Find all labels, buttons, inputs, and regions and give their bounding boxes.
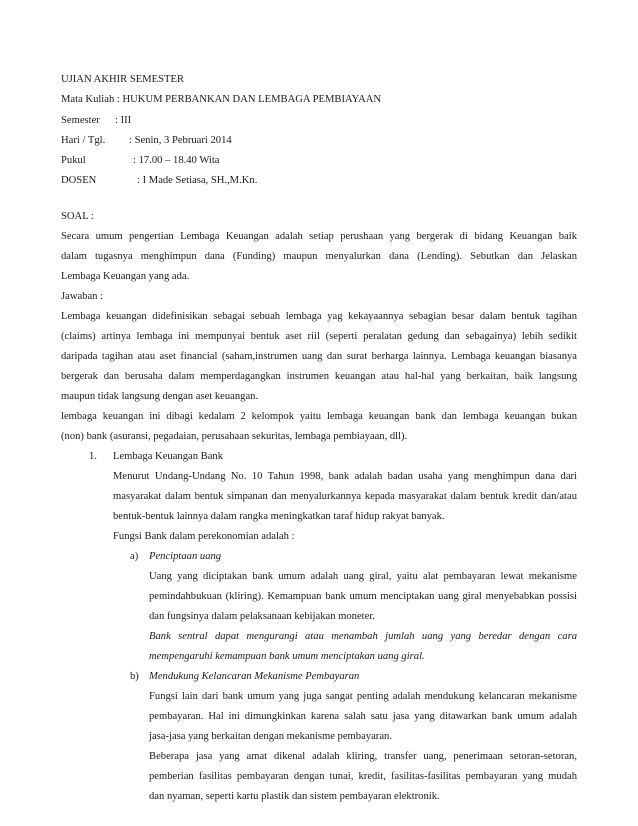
sub-b-label: b) [130, 671, 139, 682]
item1-line: Menurut Undang-Undang No. 10 Tahun 1998, bank adalah badan usaha yang menghimpun dana dari [113, 471, 577, 482]
sub-b-line: Beberapa jasa yang amat dikenal adalah kliring, transfer uang, penerimaan setoran-setoran, [149, 751, 577, 762]
item1-number: 1. [89, 451, 97, 462]
question-line: dalam tugasnya menghimpun dana (Funding) maupun menyalurkan dana (Lending). Sebutkan dan Jelaskan [61, 251, 577, 262]
sub-a-line: pemindahbukuan (kliring). Kemampuan bank umum menciptakan uang giral menyebabkan possisi [149, 591, 577, 602]
time-label: Pukul [61, 155, 86, 166]
time-value: : 17.00 – 18.40 Wita [133, 155, 220, 166]
item1-line: masyarakat dalam bentuk simpanan dan menyalurkannya kepada masyarakat dalam bentuk kredit dan/atau [113, 491, 577, 502]
answer-para1-line: (claims) artinya lembaga ini mempunyai bentuk aset riil (seperti peralatan gedung dan sebagainya) lebih sedikit [61, 331, 577, 342]
question-line: Lembaga Keuangan yang ada. [61, 271, 190, 282]
semester-label: Semester [61, 115, 100, 126]
sub-a-label: a) [130, 551, 139, 562]
answer-para2-line: lembaga keuangan ini dibagi kedalam 2 kelompok yaitu lembaga keuangan bank dan lembaga keuangan bukan [61, 411, 577, 422]
exam-title: UJIAN AKHIR SEMESTER [61, 74, 185, 85]
sub-a-line: Uang yang diciptakan bank umum adalah uang giral, yaitu alat pembayaran lewat mekanisme [149, 571, 577, 582]
lecturer-label: DOSEN [61, 175, 97, 186]
sub-a-italic-line: mempengaruhi kemampuan bank umum menciptakan uang giral. [149, 651, 425, 662]
sub-b-line: pembayaran. Hal ini dimungkinkan karena salah satu jasa yang ditawarkan bank umum adalah [149, 711, 577, 722]
sub-b-line: jasa-jasa yang berkaitan dengan mekanisme pembayaran. [149, 731, 392, 742]
semester-value: : III [115, 115, 132, 126]
date-value: : Senin, 3 Pebruari 2014 [129, 135, 232, 146]
sub-b-line: pemberian fasilitas pembayaran dengan tunai, kredit, fasilitas-fasilitas pembayaran yang mudah [149, 771, 577, 782]
course-line: Mata Kuliah : HUKUM PERBANKAN DAN LEMBAGA PEMBIAYAAN [61, 94, 382, 105]
answer-para1-line: Lembaga keuangan didefinisikan sebagai sebuah lembaga yag kekayaannya sebagian besar dalam bentuk tagihan [61, 311, 577, 322]
sub-a-italic-line: Bank sentral dapat mengurangi atau menambah jumlah uang yang beredar dengan cara [149, 631, 577, 642]
answer-para1-line: bergerak dan berusaha dalam memperdagangkan instrumen keuangan atau hal-hal yang berkaitan, baik langsung [61, 371, 577, 382]
item1-title: Lembaga Keuangan Bank [113, 451, 224, 462]
sub-b-title: Mendukung Kelancaran Mekanisme Pembayaran [149, 671, 360, 682]
date-label: Hari / Tgl. [61, 135, 106, 146]
sub-a-title: Penciptaan uang [149, 551, 222, 562]
answer-para1-line: maupun tidak langsung dengan aset keuangan. [61, 391, 259, 402]
item1-line: bentuk-bentuk lainnya dalam rangka meningkatkan taraf hidup rakyat banyak. [113, 511, 445, 522]
lecturer-value: : I Made Setiasa, SH.,M.Kn. [137, 175, 258, 186]
functions-heading: Fungsi Bank dalam perekonomian adalah : [113, 531, 295, 542]
sub-a-line: dan fungsinya dalam pelaksanaan kebijakan moneter. [149, 611, 375, 622]
sub-b-line: Fungsi lain dari bank umum yang juga sangat penting adalah mendukung kelancaran mekanisme [149, 691, 577, 702]
sub-b-line: dan nyaman, seperti kartu plastik dan sistem pembayaran elektronik. [149, 791, 440, 802]
question-heading: SOAL : [61, 211, 94, 222]
answer-heading: Jawaban : [61, 291, 104, 302]
question-line: Secara umum pengertian Lembaga Keuangan adalah setiap perushaan yang bergerak di bidang Keuangan baik [61, 231, 577, 242]
answer-para1-line: daripada tagihan atau aset financial (saham,instrumen uang dan surat berharga lainnya. Lembaga keuangan biasanya [61, 351, 577, 362]
answer-para2-line: (non) bank (asuransi, pegadaian, perusahaan sekuritas, lembaga pembiayaan, dll). [61, 431, 408, 442]
